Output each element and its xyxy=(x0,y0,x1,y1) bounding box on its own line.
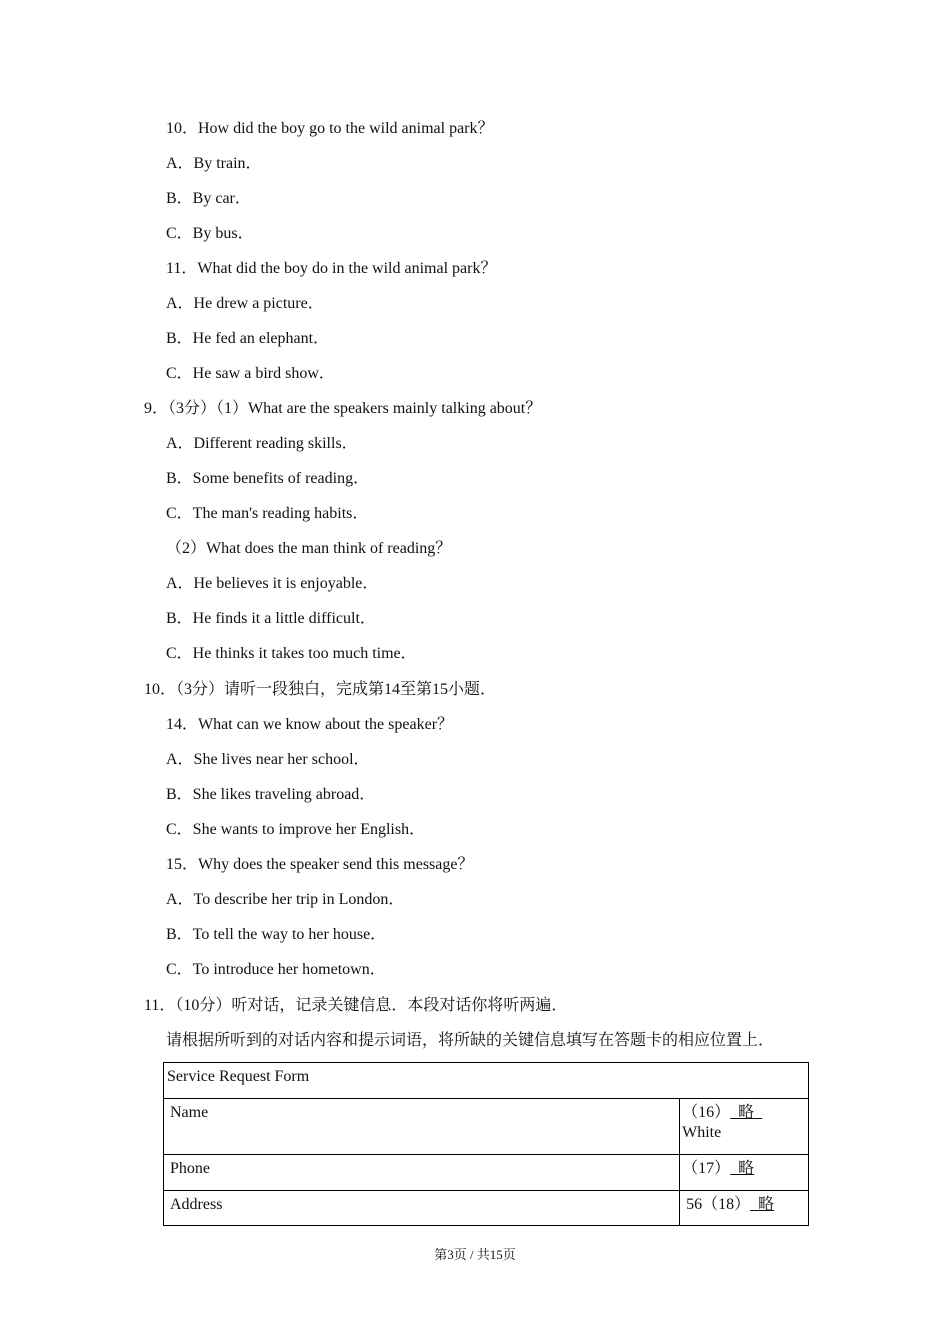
phone-prefix: （17） xyxy=(682,1160,731,1177)
form-title: Service Request Form xyxy=(164,1063,809,1099)
name-value xyxy=(680,1099,809,1155)
q15-option-c: C．To introduce her hometown． xyxy=(166,961,386,978)
form-title-row xyxy=(164,1063,809,1099)
address-prefix: 56（18） xyxy=(686,1196,751,1213)
phone-label: Phone xyxy=(164,1155,680,1191)
section-9-heading: 9．（3分）（1）What are the speakers mainly talking about？ xyxy=(144,400,542,417)
name-prefix: （16） xyxy=(682,1104,731,1121)
service-request-form xyxy=(163,1062,809,1226)
form-row-address xyxy=(164,1191,809,1226)
q11-option-b: B．He fed an elephant． xyxy=(166,330,330,347)
q14-option-c: C．She wants to improve her English． xyxy=(166,821,426,838)
section-11-heading: 11．（10分）听对话，记录关键信息．本段对话你将听两遍． xyxy=(144,997,568,1014)
section-10-heading: 10．（3分）请听一段独白，完成第14至第15小题． xyxy=(144,681,497,698)
section-11-instruction: 请根据所听到的对话内容和提示词语，将所缺的关键信息填写在答题卡的相应位置上． xyxy=(166,1032,775,1049)
question-11-stem: 11．What did the boy do in the wild animal park？ xyxy=(166,260,497,277)
q14-option-b: B．She likes traveling abroad． xyxy=(166,786,376,803)
q15-option-b: B．To tell the way to her house． xyxy=(166,926,387,943)
question-15-stem: 15．Why does the speaker send this message？ xyxy=(166,856,474,873)
question-10-stem: 10．How did the boy go to the wild animal park？ xyxy=(166,120,494,137)
s9-q2-option-b: B．He finds it a little difficult． xyxy=(166,610,376,627)
name-answer: 略 xyxy=(730,1104,763,1121)
q14-option-a: A．She lives near her school． xyxy=(166,751,370,768)
page-footer: 第3页 / 共15页 xyxy=(434,1247,516,1262)
address-answer: 略 xyxy=(750,1196,775,1213)
q11-option-c: C．He saw a bird show． xyxy=(166,365,335,382)
q11-option-a: A．He drew a picture． xyxy=(166,295,324,312)
name-suffix: White xyxy=(682,1124,722,1141)
q10-option-a: A．By train． xyxy=(166,155,262,172)
q10-option-c: C．By bus． xyxy=(166,225,254,242)
s9-q1-option-b: B．Some benefits of reading． xyxy=(166,470,370,487)
form-row-phone xyxy=(164,1155,809,1191)
q10-option-b: B．By car． xyxy=(166,190,251,207)
q15-option-a: A．To describe her trip in London． xyxy=(166,891,405,908)
phone-value xyxy=(680,1155,809,1191)
s9-q1-option-c: C．The man's reading habits． xyxy=(166,505,369,522)
phone-answer: 略 xyxy=(730,1160,755,1177)
address-label: Address xyxy=(164,1191,680,1226)
address-value xyxy=(680,1191,809,1226)
name-label: Name xyxy=(164,1099,680,1155)
s9-q1-option-a: A．Different reading skills． xyxy=(166,435,358,452)
s9-q2-option-a: A．He believes it is enjoyable． xyxy=(166,575,379,592)
s9-q2-stem: （2）What does the man think of reading？ xyxy=(166,540,452,557)
question-14-stem: 14．What can we know about the speaker？ xyxy=(166,716,454,733)
s9-q2-option-c: C．He thinks it takes too much time． xyxy=(166,645,417,662)
form-row-name xyxy=(164,1099,809,1155)
